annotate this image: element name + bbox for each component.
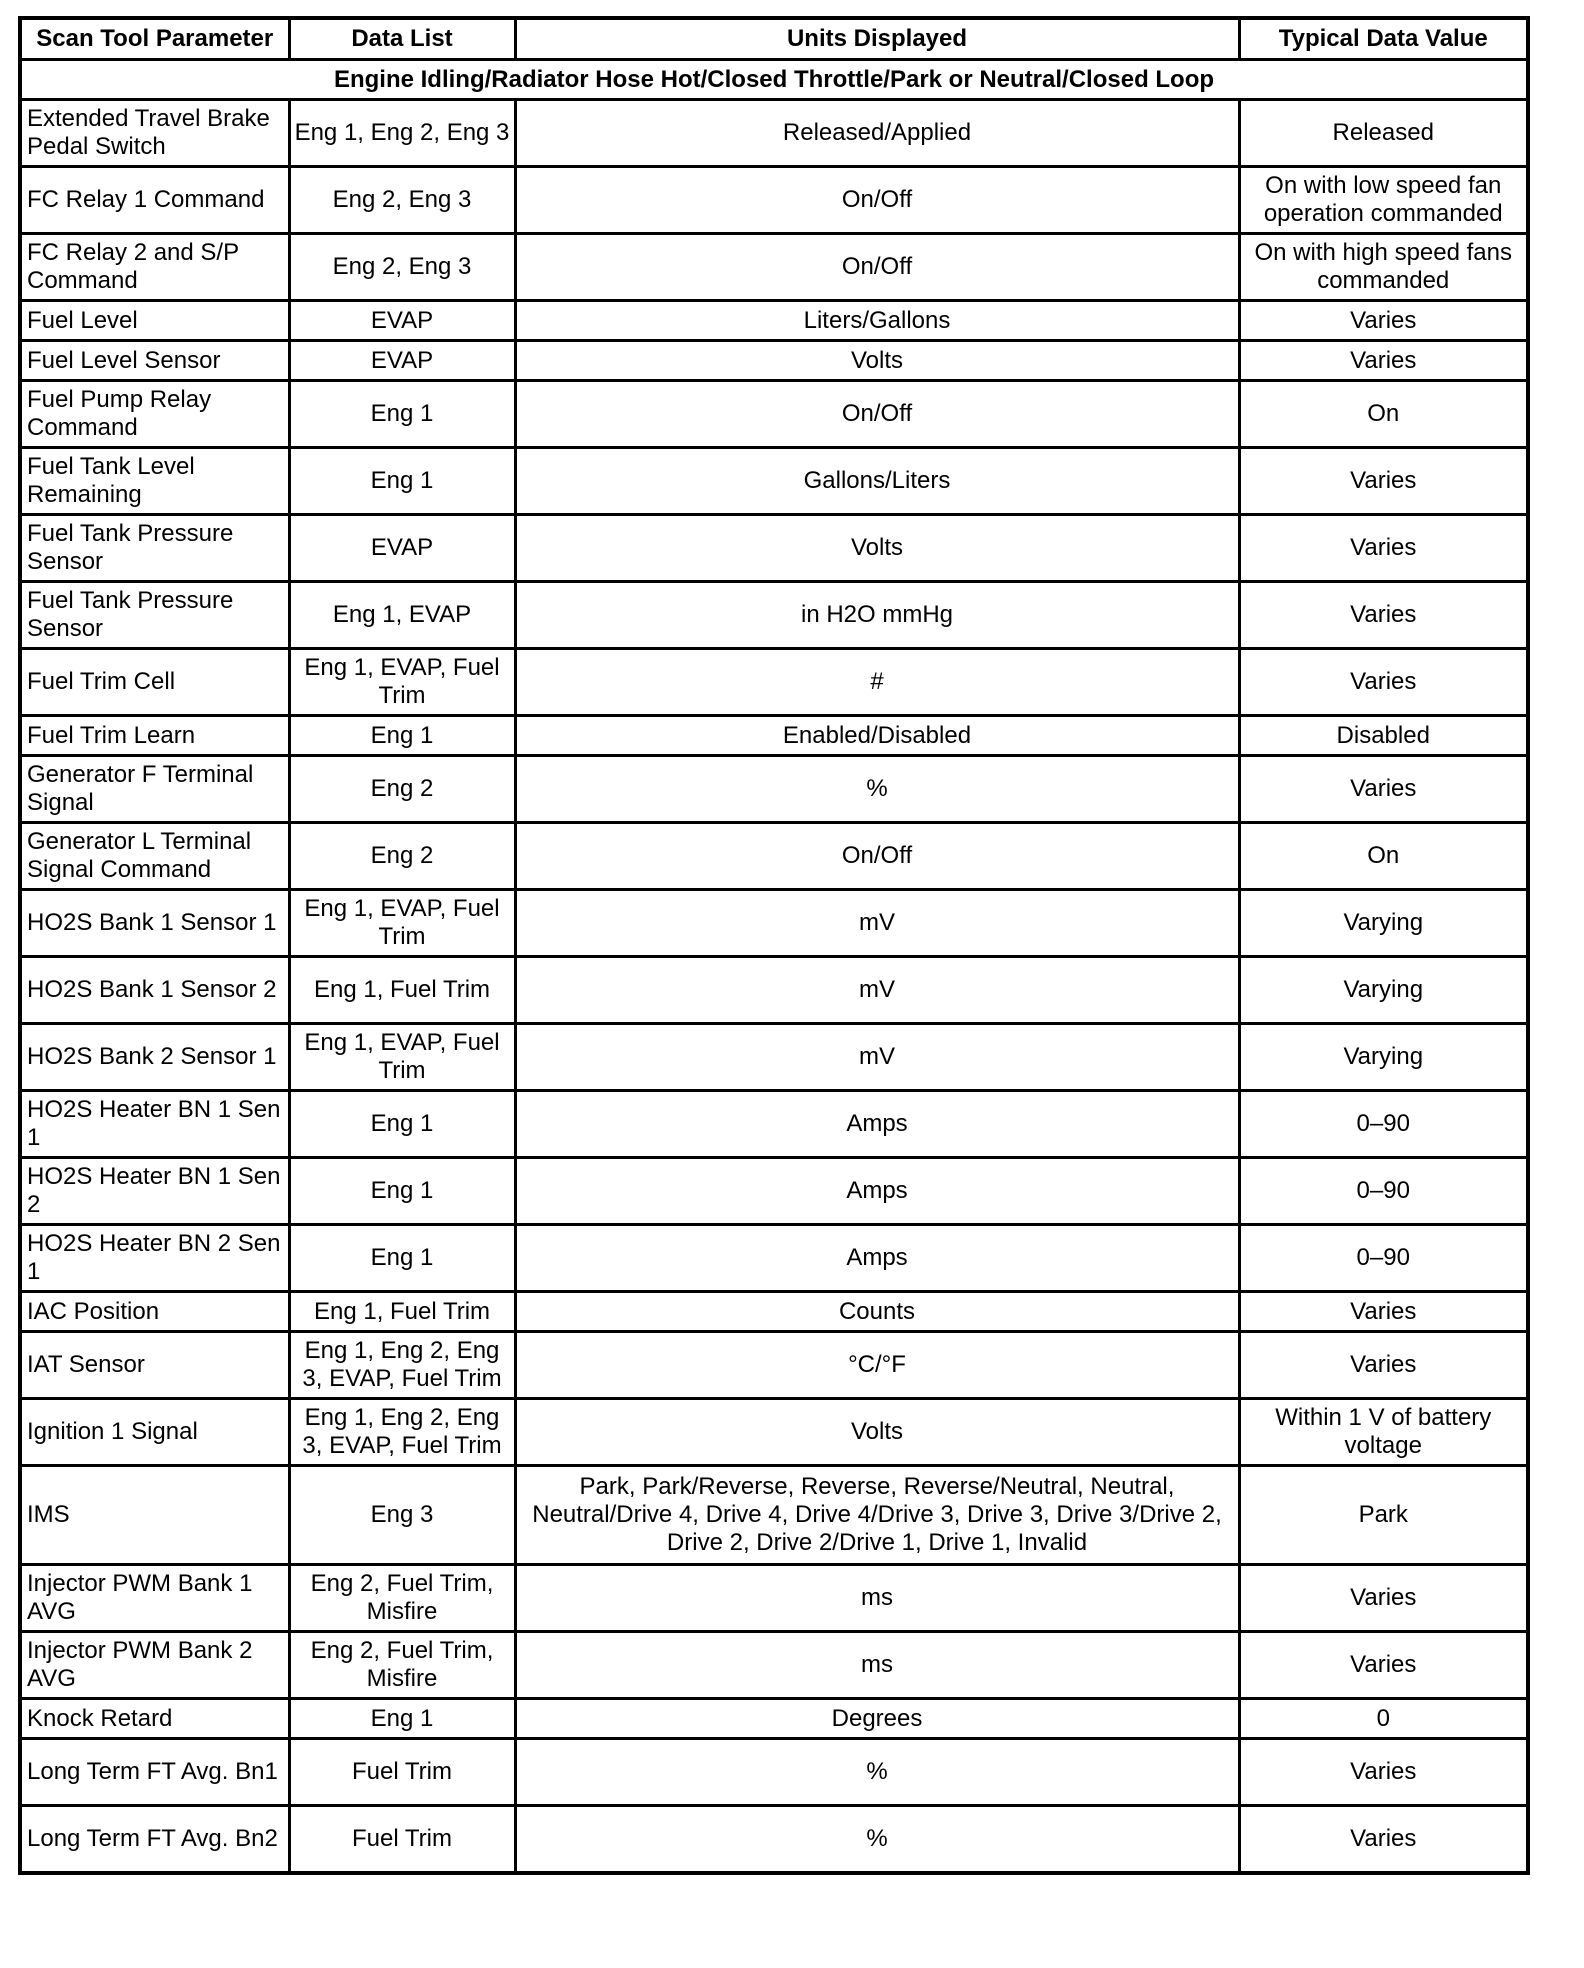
- table-row: [20, 381, 1528, 448]
- cell-data-list: Eng 2: [289, 823, 515, 890]
- cell-units: On/Off: [515, 234, 1239, 301]
- table-row: [20, 716, 1528, 756]
- cell-typical-value: Varying: [1239, 1024, 1528, 1091]
- cell-data-list: Eng 2, Fuel Trim, Misfire: [289, 1565, 515, 1632]
- cell-units: Amps: [515, 1225, 1239, 1292]
- cell-data-list: Eng 3: [289, 1466, 515, 1565]
- cell-units: Gallons/Liters: [515, 448, 1239, 515]
- table-row: [20, 341, 1528, 381]
- cell-units: Liters/Gallons: [515, 301, 1239, 341]
- cell-units: ms: [515, 1565, 1239, 1632]
- cell-parameter: Injector PWM Bank 2 AVG: [20, 1632, 289, 1699]
- cell-parameter: HO2S Bank 1 Sensor 1: [20, 890, 289, 957]
- cell-typical-value: Varies: [1239, 301, 1528, 341]
- cell-parameter: Generator L Terminal Signal Command: [20, 823, 289, 890]
- table-row: [20, 1292, 1528, 1332]
- cell-parameter: Fuel Trim Cell: [20, 649, 289, 716]
- table-row: [20, 167, 1528, 234]
- cell-data-list: Eng 2, Fuel Trim, Misfire: [289, 1632, 515, 1699]
- cell-parameter: Fuel Tank Level Remaining: [20, 448, 289, 515]
- table-row: [20, 448, 1528, 515]
- section-title: Engine Idling/Radiator Hose Hot/Closed Throttle/Park or Neutral/Closed Loop: [20, 60, 1528, 100]
- cell-data-list: Eng 1: [289, 448, 515, 515]
- table-row: [20, 1739, 1528, 1806]
- cell-data-list: EVAP: [289, 341, 515, 381]
- cell-units: Volts: [515, 515, 1239, 582]
- cell-typical-value: Varies: [1239, 515, 1528, 582]
- cell-units: Amps: [515, 1158, 1239, 1225]
- table-row: [20, 890, 1528, 957]
- cell-units: On/Off: [515, 381, 1239, 448]
- cell-parameter: Generator F Terminal Signal: [20, 756, 289, 823]
- cell-parameter: Fuel Tank Pressure Sensor: [20, 582, 289, 649]
- cell-parameter: Long Term FT Avg. Bn2: [20, 1806, 289, 1874]
- table-row: [20, 234, 1528, 301]
- table-row: [20, 1632, 1528, 1699]
- table-row: [20, 756, 1528, 823]
- cell-typical-value: On: [1239, 381, 1528, 448]
- cell-parameter: Fuel Level Sensor: [20, 341, 289, 381]
- cell-units: mV: [515, 890, 1239, 957]
- table-row: [20, 1806, 1528, 1874]
- table-row: [20, 1466, 1528, 1565]
- cell-units: °C/°F: [515, 1332, 1239, 1399]
- cell-typical-value: 0–90: [1239, 1225, 1528, 1292]
- cell-units: On/Off: [515, 823, 1239, 890]
- cell-units: Park, Park/Reverse, Reverse, Reverse/Neutral, Neutral, Neutral/Drive 4, Drive 4, Drive 4/Drive 3, Drive 3, Drive 3/Drive 2, Drive 2, Drive 2/Drive 1, Drive 1, Invalid: [515, 1466, 1239, 1565]
- table-row: [20, 1332, 1528, 1399]
- cell-units: Enabled/Disabled: [515, 716, 1239, 756]
- cell-typical-value: Varies: [1239, 1332, 1528, 1399]
- cell-parameter: Extended Travel Brake Pedal Switch: [20, 100, 289, 167]
- cell-typical-value: On: [1239, 823, 1528, 890]
- table-row: [20, 957, 1528, 1024]
- cell-data-list: Fuel Trim: [289, 1806, 515, 1874]
- cell-parameter: HO2S Heater BN 1 Sen 2: [20, 1158, 289, 1225]
- cell-typical-value: Varies: [1239, 582, 1528, 649]
- cell-data-list: Eng 1, EVAP, Fuel Trim: [289, 649, 515, 716]
- cell-parameter: IAC Position: [20, 1292, 289, 1332]
- header-units-displayed: Units Displayed: [515, 18, 1239, 60]
- cell-typical-value: Varies: [1239, 649, 1528, 716]
- table-row: [20, 515, 1528, 582]
- cell-typical-value: Varies: [1239, 1632, 1528, 1699]
- table-row: [20, 1699, 1528, 1739]
- cell-parameter: Fuel Level: [20, 301, 289, 341]
- table-row: [20, 1565, 1528, 1632]
- cell-typical-value: Released: [1239, 100, 1528, 167]
- cell-typical-value: 0–90: [1239, 1091, 1528, 1158]
- cell-typical-value: Varies: [1239, 1806, 1528, 1874]
- cell-parameter: Fuel Trim Learn: [20, 716, 289, 756]
- cell-data-list: Eng 1, Fuel Trim: [289, 1292, 515, 1332]
- cell-parameter: Fuel Tank Pressure Sensor: [20, 515, 289, 582]
- cell-parameter: IAT Sensor: [20, 1332, 289, 1399]
- cell-typical-value: 0–90: [1239, 1158, 1528, 1225]
- cell-units: Released/Applied: [515, 100, 1239, 167]
- cell-parameter: HO2S Bank 2 Sensor 1: [20, 1024, 289, 1091]
- table-row: [20, 1158, 1528, 1225]
- cell-data-list: Eng 2: [289, 756, 515, 823]
- cell-data-list: Eng 1: [289, 381, 515, 448]
- cell-data-list: Eng 1, EVAP: [289, 582, 515, 649]
- cell-typical-value: Varies: [1239, 756, 1528, 823]
- cell-units: %: [515, 1739, 1239, 1806]
- cell-data-list: Eng 2, Eng 3: [289, 234, 515, 301]
- cell-data-list: Eng 1: [289, 1699, 515, 1739]
- cell-parameter: Knock Retard: [20, 1699, 289, 1739]
- cell-units: in H2O mmHg: [515, 582, 1239, 649]
- cell-typical-value: Varies: [1239, 1739, 1528, 1806]
- cell-typical-value: 0: [1239, 1699, 1528, 1739]
- cell-typical-value: Varies: [1239, 341, 1528, 381]
- table-row: [20, 301, 1528, 341]
- table-row: [20, 1399, 1528, 1466]
- cell-typical-value: Varying: [1239, 957, 1528, 1024]
- cell-parameter: Ignition 1 Signal: [20, 1399, 289, 1466]
- cell-typical-value: Within 1 V of battery voltage: [1239, 1399, 1528, 1466]
- cell-data-list: Eng 1: [289, 1158, 515, 1225]
- cell-parameter: Injector PWM Bank 1 AVG: [20, 1565, 289, 1632]
- cell-parameter: IMS: [20, 1466, 289, 1565]
- table-row: [20, 649, 1528, 716]
- cell-parameter: HO2S Heater BN 1 Sen 1: [20, 1091, 289, 1158]
- cell-parameter: Fuel Pump Relay Command: [20, 381, 289, 448]
- cell-typical-value: On with low speed fan operation commanded: [1239, 167, 1528, 234]
- cell-units: Counts: [515, 1292, 1239, 1332]
- header-scan-tool-parameter: Scan Tool Parameter: [20, 18, 289, 60]
- cell-data-list: Eng 1, EVAP, Fuel Trim: [289, 890, 515, 957]
- table-row: [20, 1091, 1528, 1158]
- cell-typical-value: Varies: [1239, 448, 1528, 515]
- cell-units: ms: [515, 1632, 1239, 1699]
- table-row: [20, 1024, 1528, 1091]
- table-row: [20, 1225, 1528, 1292]
- cell-parameter: FC Relay 2 and S/P Command: [20, 234, 289, 301]
- cell-data-list: Eng 1, EVAP, Fuel Trim: [289, 1024, 515, 1091]
- cell-units: On/Off: [515, 167, 1239, 234]
- cell-parameter: FC Relay 1 Command: [20, 167, 289, 234]
- cell-data-list: Eng 2, Eng 3: [289, 167, 515, 234]
- cell-typical-value: Varies: [1239, 1565, 1528, 1632]
- header-data-list: Data List: [289, 18, 515, 60]
- cell-parameter: HO2S Bank 1 Sensor 2: [20, 957, 289, 1024]
- cell-units: Volts: [515, 1399, 1239, 1466]
- cell-data-list: EVAP: [289, 301, 515, 341]
- cell-units: %: [515, 756, 1239, 823]
- cell-parameter: HO2S Heater BN 2 Sen 1: [20, 1225, 289, 1292]
- table-row: [20, 582, 1528, 649]
- section-row: [20, 60, 1528, 100]
- cell-units: Degrees: [515, 1699, 1239, 1739]
- cell-typical-value: Varies: [1239, 1292, 1528, 1332]
- cell-units: Volts: [515, 341, 1239, 381]
- table-row: [20, 100, 1528, 167]
- cell-data-list: Eng 1, Eng 2, Eng 3, EVAP, Fuel Trim: [289, 1399, 515, 1466]
- cell-data-list: Fuel Trim: [289, 1739, 515, 1806]
- cell-units: mV: [515, 1024, 1239, 1091]
- cell-units: Amps: [515, 1091, 1239, 1158]
- cell-typical-value: On with high speed fans commanded: [1239, 234, 1528, 301]
- scan-tool-data-table: [18, 16, 1530, 1875]
- cell-typical-value: Varying: [1239, 890, 1528, 957]
- header-typical-data-value: Typical Data Value: [1239, 18, 1528, 60]
- cell-typical-value: Park: [1239, 1466, 1528, 1565]
- cell-data-list: Eng 1: [289, 1225, 515, 1292]
- cell-data-list: Eng 1, Eng 2, Eng 3, EVAP, Fuel Trim: [289, 1332, 515, 1399]
- cell-data-list: Eng 1, Eng 2, Eng 3: [289, 100, 515, 167]
- cell-data-list: Eng 1: [289, 1091, 515, 1158]
- cell-parameter: Long Term FT Avg. Bn1: [20, 1739, 289, 1806]
- table-row: [20, 823, 1528, 890]
- cell-data-list: EVAP: [289, 515, 515, 582]
- cell-typical-value: Disabled: [1239, 716, 1528, 756]
- cell-data-list: Eng 1: [289, 716, 515, 756]
- cell-units: mV: [515, 957, 1239, 1024]
- cell-units: #: [515, 649, 1239, 716]
- header-row: [20, 18, 1528, 60]
- cell-units: %: [515, 1806, 1239, 1874]
- cell-data-list: Eng 1, Fuel Trim: [289, 957, 515, 1024]
